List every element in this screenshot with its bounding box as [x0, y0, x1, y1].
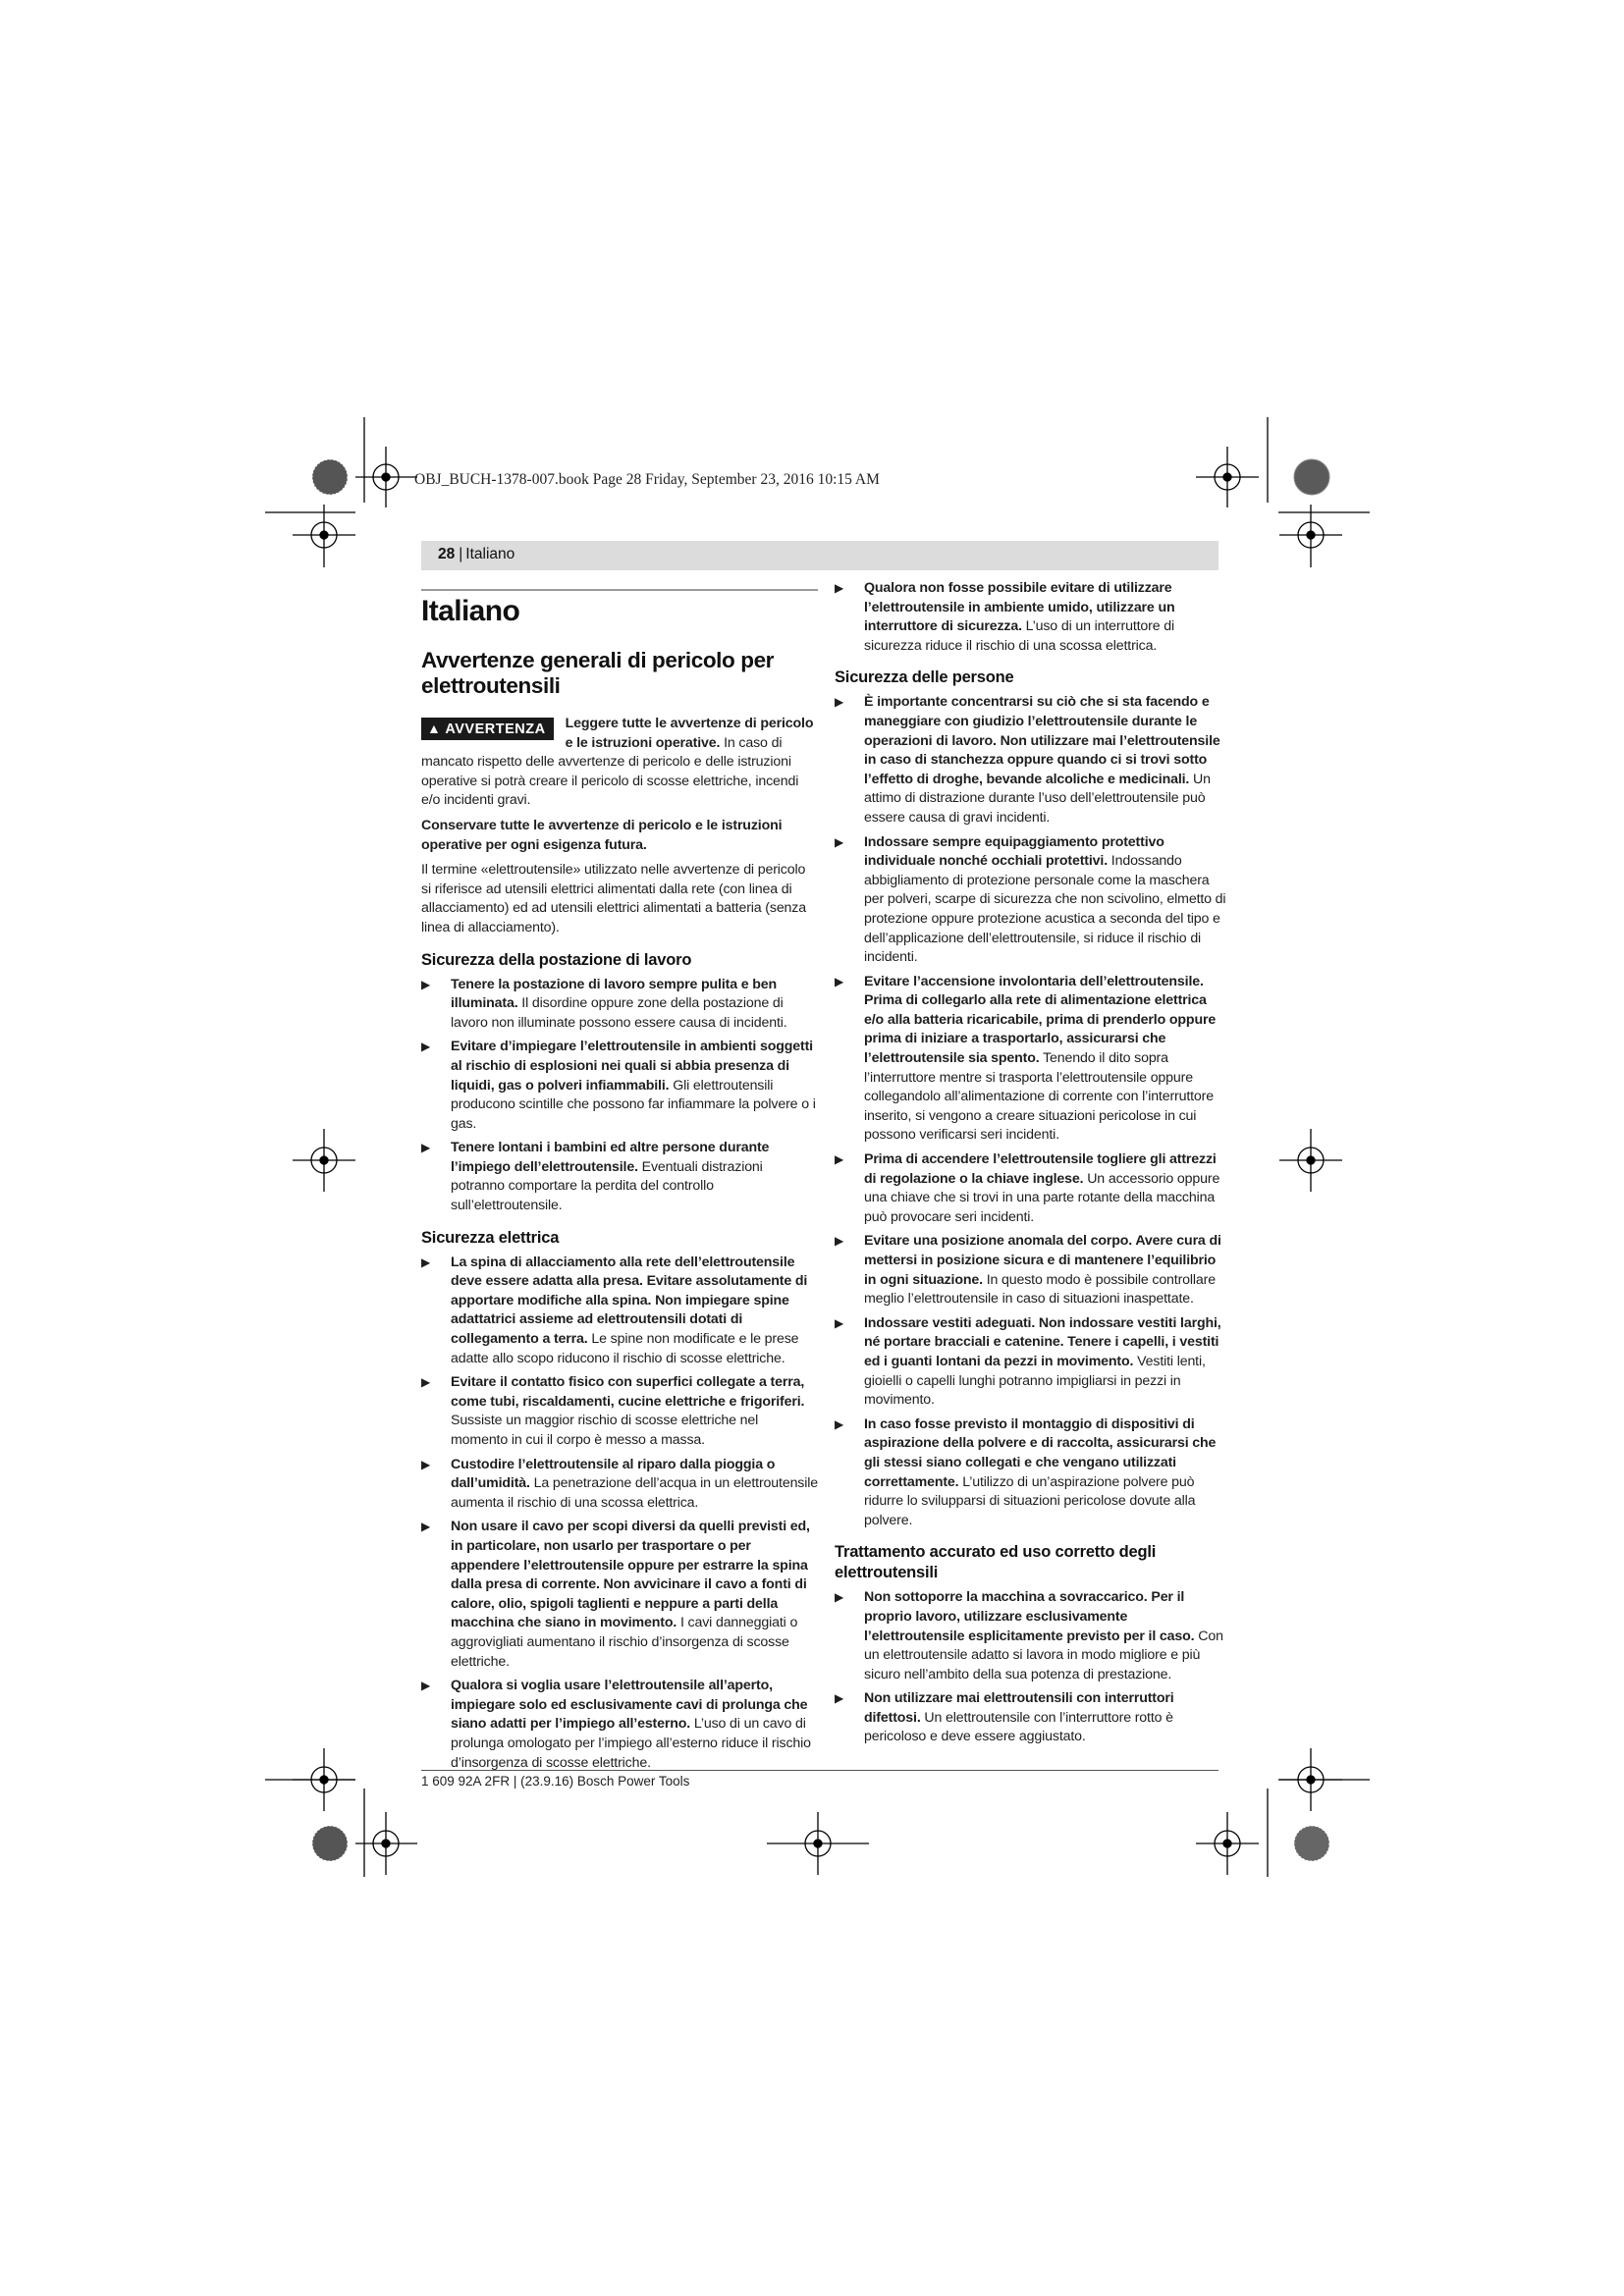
header-bar [421, 541, 1218, 570]
list-item: ▶ Evitare l’accensione involontaria dell’elettroutensile. Prima di collegarlo alla rete di alimentazione elettrica e/o alla batteria ricaricabile, prima di prenderlo oppure prima di iniziare a trasportarlo, assicurarsi che l’elettroutensile sia spento. Tenendo il dito sopra l’interruttore mentre si trasporta l’elettroutensile oppure collegandolo all’alimentazione di corrente con l’interruttore inserito, si vengono a creare situazioni pericolose in cui possono verificarsi seri incidenti. [835, 973, 1217, 1144]
list-item: ▶ È importante concentrarsi su ciò che si sta facendo e maneggiare con giudizio l’elettroutensile durante le operazioni di lavoro. Non utilizzare mai l’elettroutensile in caso di stanchezza oppure quando ci si trovi sotto l’effetto di droghe, bevande alcoliche e medicinali. Un attimo di distrazione durante l’uso dell’elettroutensile può essere causa di gravi incidenti. [835, 694, 1220, 826]
list-item: ▶ Prima di accendere l’elettroutensile togliere gli attrezzi di regolazione o la chiave inglese. Un accessorio oppure una chiave che si trovi in una parte rotante della macchina può provocare seri incidenti. [835, 1151, 1220, 1225]
registration-mark-icon [1196, 447, 1259, 507]
list-item: ▶ Non sottoporre la macchina a sovraccarico. Per il proprio lavoro, utilizzare esclusivamente l’elettroutensile esplicitamente previsto per il caso. Con un elettroutensile adatto si lavora in modo migliore e più sicuro nell’ambito della sua potenza di prestazione. [835, 1589, 1223, 1682]
registration-mark-icon [293, 1748, 355, 1811]
handling-list [835, 1588, 1229, 1747]
list-item: ▶ Tenere la postazione di lavoro sempre pulita e ben illuminata. Il disordine oppure zone della postazione di lavoro non illuminate possono essere causa di incidenti. [421, 976, 787, 1031]
bullet-arrow-icon: ▶ [835, 1315, 844, 1330]
list-item: ▶ La spina di allacciamento alla rete dell’elettroutensile deve essere adatta alla presa. Evitare assolutamente di apportare modifiche alla spina. Non impiegare spine adattatrici assieme ad elettroutensili dotati di collegamento a terra. Le spine non modificate e le prese adatte allo scopo riducono il rischio di scosse elettriche. [421, 1254, 808, 1366]
list-item: ▶ Qualora non fosse possibile evitare di utilizzare l’elettroutensile in ambiente umido, utilizzare un interruttore di sicurezza. L’uso di un interruttore di sicurezza riduce il rischio di una scossa elettrica. [835, 580, 1175, 654]
registration-mark-icon [1196, 1812, 1259, 1875]
list-item: ▶ Non utilizzare mai elettroutensili con interruttori difettosi. Un elettroutensile con l’interruttore rotto è pericoloso e deve essere aggiustato. [835, 1690, 1174, 1745]
list-item: ▶ Qualora si voglia usare l’elettroutensile all’aperto, impiegare solo ed esclusivamente cavi di prolunga che siano adatti per l’impiego all’esterno. L’uso di un cavo di prolunga omologato per l’impiego all’esterno riduce il rischio d’insorgenza di scosse elettriche. [421, 1678, 811, 1771]
bullet-arrow-icon: ▶ [835, 1234, 844, 1249]
bullet-arrow-icon: ▶ [421, 1375, 431, 1390]
list-item: ▶ Evitare una posizione anomala del corpo. Avere cura di mettersi in posizione sicura e di mantenere l’equilibrio in ogni situazione. In questo modo è possibile controllare meglio l’elettroutensile in caso di situazioni inaspettate. [835, 1233, 1221, 1308]
workplace-list [421, 976, 818, 1216]
left-column [421, 589, 818, 1778]
section-heading: Trattamento accurato ed uso corretto degli elettroutensili [835, 1543, 1157, 1582]
bullet-arrow-icon: ▶ [835, 1416, 844, 1431]
title-rule [421, 589, 818, 591]
list-item: ▶ Indossare vestiti adeguati. Non indossare vestiti larghi, né portare bracciali e catenine. Tenere i capelli, i vestiti ed i guanti lontani da pezzi in movimento. Vestiti lenti, gioielli o capelli lunghi potranno impigliarsi in pezzi in movimento. [835, 1314, 1221, 1409]
list-item: ▶ Indossare sempre equipaggiamento protettivo individuale nonché occhiali protettivi. Indossando abbigliamento di protezione personale come la maschera per polveri, scarpe di sicurezza che non scivolino, elmetto di protezione oppure protezione acustica a seconda del tipo e dell’applicazione dell’elettroutensile, si riduce il rischio di incidenti. [835, 833, 1226, 966]
star-target-icon [312, 459, 348, 495]
section-heading: Sicurezza della postazione di lavoro [421, 950, 692, 969]
list-item: ▶ Evitare il contatto fisico con superfici collegate a terra, come tubi, riscaldamenti, cucine elettriche e frigoriferi. Sussiste un maggior rischio di scosse elettriche nel momento in cui il corpo è messo a massa. [421, 1374, 805, 1448]
bullet-arrow-icon: ▶ [835, 1691, 844, 1706]
registration-mark-icon [293, 1129, 355, 1192]
right-column [835, 579, 1229, 1752]
term-definition: Il termine «elettroutensile» utilizzato nelle avvertenze di pericolo si riferisce ad utensili elettrici alimentati dalla rete (con linea di allacciamento) ed ad utensili elettrici alimentati a batteria (senza linea di allacciamento). [421, 862, 806, 935]
print-slug: OBJ_BUCH-1378-007.book Page 28 Friday, September 23, 2016 10:15 AM [414, 471, 880, 488]
page-number: 28 [438, 546, 456, 562]
bullet-arrow-icon: ▶ [835, 695, 844, 710]
header-separator: | [459, 546, 463, 562]
registration-mark-icon [1279, 505, 1342, 567]
footer-rule [421, 1770, 1218, 1771]
list-item: ▶ Custodire l’elettroutensile al riparo dalla pioggia o dall’umidità. La penetrazione dell’acqua in un elettroutensile aumenta il rischio di una scossa elettrica. [421, 1456, 818, 1511]
warning-triangle-icon: ▲ [427, 721, 442, 736]
header-section: Italiano [465, 546, 515, 562]
star-target-icon [312, 1826, 348, 1861]
section-heading: Sicurezza delle persone [835, 668, 1014, 687]
bullet-arrow-icon: ▶ [835, 974, 844, 988]
bullet-arrow-icon: ▶ [835, 581, 844, 595]
bullet-arrow-icon: ▶ [421, 977, 431, 991]
bullet-arrow-icon: ▶ [421, 1040, 431, 1054]
bullet-arrow-icon: ▶ [835, 834, 844, 849]
page-header [438, 546, 514, 563]
registration-mark-icon [767, 1812, 869, 1875]
list-item: ▶ In caso fosse previsto il montaggio di dispositivi di aspirazione della polvere e di raccolta, assicurarsi che gli stessi siano collegati e che vengano utilizzati correttamente. L’utilizzo di un’aspirazione polvere può ridurre lo svilupparsi di situazioni pericolose dovute alla polvere. [835, 1415, 1217, 1528]
bullet-arrow-icon: ▶ [421, 1679, 431, 1693]
bullet-arrow-icon: ▶ [835, 1590, 844, 1605]
page-title: Italiano [421, 595, 520, 627]
section-heading: Sicurezza elettrica [421, 1228, 560, 1247]
warning-label: ▲ AVVERTENZA [421, 718, 554, 740]
bullet-arrow-icon: ▶ [421, 1520, 431, 1534]
list-item: ▶ Evitare d’impiegare l’elettroutensile in ambienti soggetti al rischio di esplosioni nei quali si abbia presenza di liquidi, gas o polveri infiammabili. Gli elettroutensili producono scintille che possono far infiammare la polvere o i gas. [421, 1039, 816, 1132]
keep-instructions: Conservare tutte le avvertenze di pericolo e le istruzioni operative per ogni esigenza futura. [421, 817, 783, 853]
star-target-icon [1294, 1826, 1329, 1861]
electrical-list-continued [835, 579, 1229, 656]
bullet-arrow-icon: ▶ [421, 1255, 431, 1269]
chapter-title: Avvertenze generali di pericolo per elettroutensili [421, 648, 775, 698]
intro-paragraph: ▲ AVVERTENZA Leggere tutte le avvertenze di pericolo e le istruzioni operative. In caso di mancato rispetto delle avvertenze di pericolo e delle istruzioni operative si potrà creare il pericolo di scosse elettriche, incendi e/o incidenti gravi. [421, 716, 814, 809]
list-item: ▶ Non usare il cavo per scopi diversi da quelli previsti ed, in particolare, non usarlo per trasportare o per appendere l’elettroutensile oppure per estrarre la spina dalla presa di corrente. Non avvicinare il cavo a fonti di calore, olio, spigoli taglienti e neppure a parti della macchina che siano in movimento. I cavi danneggiati o aggrovigliati aumentano il rischio d’insorgenza di scosse elettriche. [421, 1519, 810, 1670]
star-target-icon [1294, 459, 1329, 495]
electrical-list [421, 1254, 818, 1773]
registration-mark-icon [293, 505, 355, 567]
bullet-arrow-icon: ▶ [421, 1457, 431, 1471]
footer: 1 609 92A 2FR | (23.9.16) Bosch Power Tools [421, 1774, 690, 1789]
registration-mark-icon [1279, 1129, 1342, 1192]
bullet-arrow-icon: ▶ [421, 1141, 431, 1155]
bullet-arrow-icon: ▶ [835, 1152, 844, 1167]
list-item: ▶ Tenere lontani i bambini ed altre persone durante l’impiego dell’elettroutensile. Eventuali distrazioni potranno comportare la perdita del controllo sull’elettroutensile. [421, 1140, 770, 1214]
registration-mark-icon [1279, 1748, 1342, 1811]
personal-list [835, 693, 1229, 1530]
